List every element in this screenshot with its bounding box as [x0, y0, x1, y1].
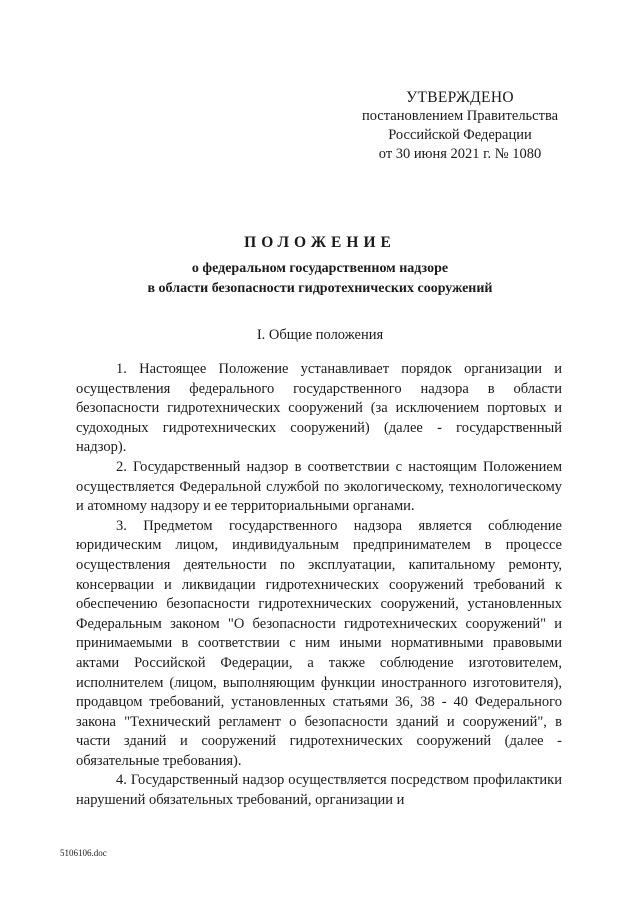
paragraph: 3. Предметом государственного надзора является соблюдение юридическим лицом, индивидуальным предпринимателем в процессе осуществления деятельности по эксплуатации, капитальному ремонту, консервации и ликвидации гидротехнических сооружений требований к обеспечению безопасности гидротехнических сооружений, установленных Федеральным законом "О безопасности гидротехнических сооружений" и принимаемыми в соответствии с ним иными нормативными правовыми актами Российской Федерации, а также соблюдение изготовителем, исполнителем (лицом, выполняющим функции иностранного изготовителя), продавцом требований, установленных статьями 36, 38 - 40 Федерального закона "Технический регламент о безопасности зданий и сооружений", в части зданий и сооружений гидротехнических сооружений (далее - обязательные требования).	[76, 517, 562, 769]
document-body	[76, 360, 562, 811]
section-heading: I. Общие положения	[256, 327, 384, 343]
approval-block	[350, 88, 570, 164]
document-subtitle	[60, 259, 580, 299]
file-name-footer: 5106106.doc	[60, 848, 107, 858]
subtitle-line: о федеральном государственном надзоре	[191, 261, 449, 276]
approval-line: Российской Федерации	[388, 127, 532, 143]
paragraph: 1. Настоящее Положение устанавливает порядок организации и осуществления федерального государственного надзора в области безопасности гидротехнических сооружений (за исключением портовых и судоходных гидротехнических сооружений) (далее - государственный надзор).	[76, 361, 562, 456]
paragraph: 2. Государственный надзор в соответствии с настоящим Положением осуществляется Федеральной службой по экологическому, технологическому и атомному надзору и ее территориальными органами.	[76, 458, 562, 515]
approval-line: постановлением Правительства	[361, 108, 559, 124]
subtitle-line: в области безопасности гидротехнических сооружений	[147, 281, 493, 296]
paragraph: 4. Государственный надзор осуществляется посредством профилактики нарушений обязательных требований, организации и	[76, 772, 562, 809]
approval-heading: УТВЕРЖДЕНО	[406, 89, 514, 106]
document-title: ПОЛОЖЕНИЕ	[244, 234, 396, 251]
approval-date-number: от 30 июня 2021 г. № 1080	[378, 146, 542, 162]
